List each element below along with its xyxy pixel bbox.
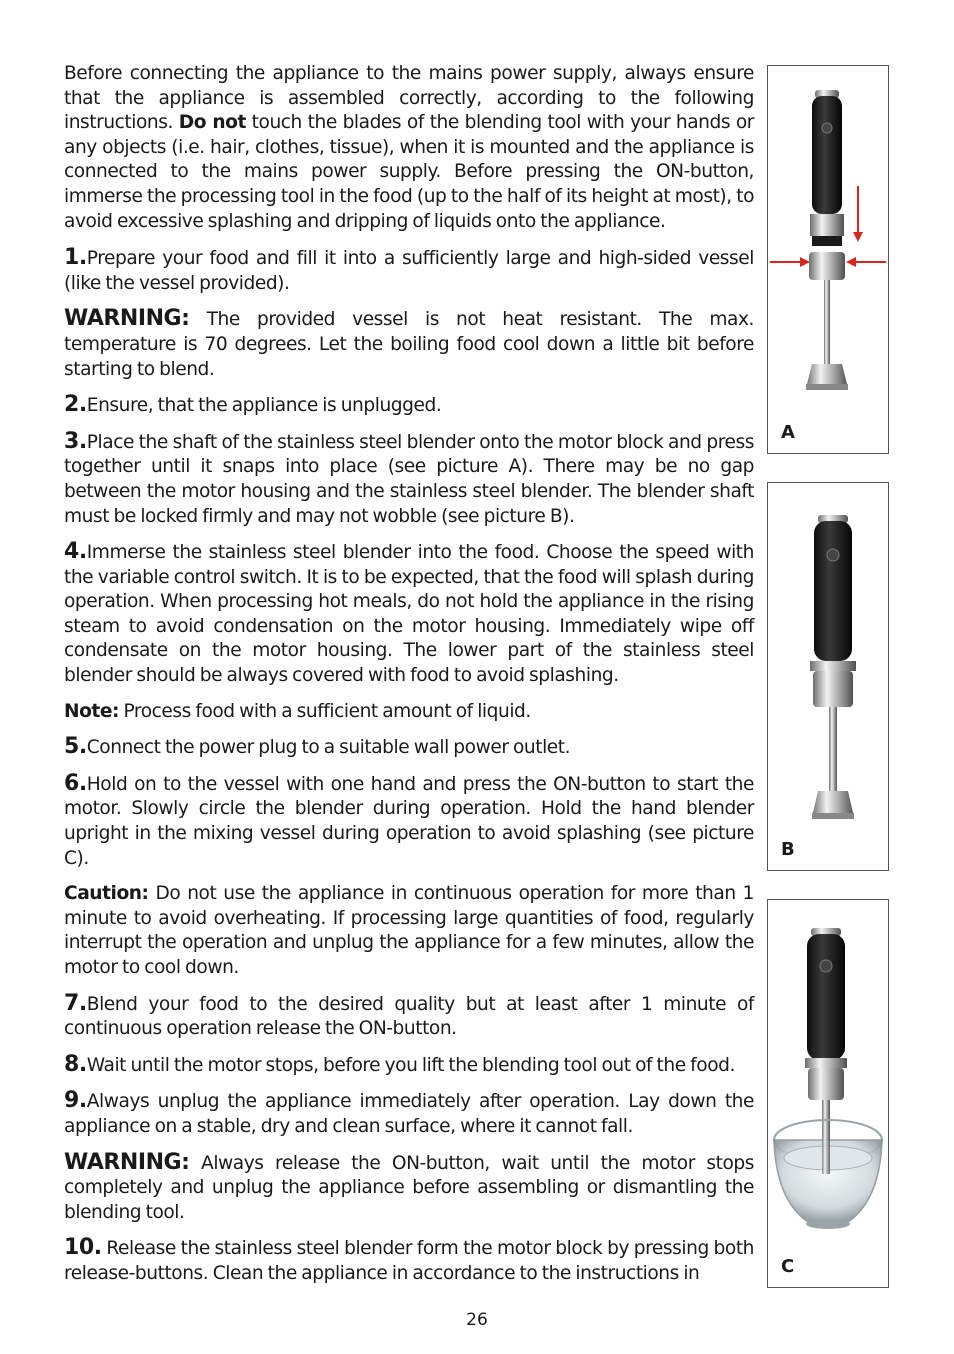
step-3 <box>64 430 754 529</box>
warning-text: The provided vessel is not heat resistant. The max. temperature is 70 degrees. Let the boiling food cool down a little bit before starting to blend. <box>64 309 754 380</box>
step-number: 9. <box>64 1088 87 1114</box>
page-number: 26 <box>466 1310 488 1330</box>
step-6 <box>64 772 754 871</box>
step-text: Place the shaft of the stainless steel blender onto the motor block and press together until it snaps into place (see picture A). There may be no gap between the motor housing and the stainless steel blender. The blender shaft must be locked firmly and may not wobble (see picture B). <box>64 431 754 527</box>
note-text: Process food with a sufficient amount of liquid. <box>123 700 531 722</box>
step-text: Release the stainless steel blender form the motor block by pressing both release-buttons. Clean the appliance in accordance to the instructions in <box>64 1238 754 1284</box>
step-number: 1. <box>64 245 87 271</box>
hand-blender-in-bowl-illustration <box>768 900 890 1289</box>
step-number: 5. <box>64 734 87 760</box>
step-4 <box>64 540 754 689</box>
figure-a <box>767 65 889 454</box>
step-text: Immerse the stainless steel blender into the food. Choose the speed with the variable control switch. It is to be expected, that the food will splash during operation. When processing hot meals, do not hold the appliance in the rising steam to avoid condensation on the motor housing. Immediately wipe off condensate on the motor housing. The lower part of the stainless steel blender should be always covered with food to avoid splashing. <box>64 542 754 687</box>
step-number: 3. <box>64 428 87 454</box>
step-text: Blend your food to the desired quality but at least after 1 minute of continuous operation release the ON-button. <box>64 993 754 1040</box>
figure-b <box>767 482 889 871</box>
step-10 <box>64 1236 754 1286</box>
step-9 <box>64 1089 754 1139</box>
step-2 <box>64 393 754 419</box>
step-number: 6. <box>64 770 87 796</box>
warning-label: WARNING: <box>64 1149 190 1175</box>
step-number: 2. <box>64 392 87 418</box>
hand-blender-assembled-illustration <box>768 483 890 872</box>
warning-text: Always release the ON-button, wait until the motor stops completely and unplug the appliance before assembling or dismantling the blending tool. <box>64 1152 754 1223</box>
caution-label: Caution: <box>64 883 149 905</box>
caution-text: Do not use the appliance in continuous operation for more than 1 minute to avoid overheating. If processing large quantities of food, regularly interrupt the operation and unplug the appliance for a few minutes, allow the motor to cool down. <box>64 883 754 978</box>
warning-2 <box>64 1151 754 1226</box>
step-text: Connect the power plug to a suitable wall power outlet. <box>86 737 571 759</box>
intro-text: Before connecting the appliance to the mains power supply, always ensure that the appliance is assembled correctly, according to the following instructions. <box>64 63 754 134</box>
step-7 <box>64 992 754 1042</box>
step-number: 4. <box>64 539 87 565</box>
step-text: Always unplug the appliance immediately after operation. Lay down the appliance on a stable, dry and clean surface, where it cannot fall. <box>64 1091 754 1137</box>
warning-1 <box>64 307 754 382</box>
step-8 <box>64 1053 754 1079</box>
intro-paragraph <box>64 62 754 234</box>
step-5 <box>64 735 754 761</box>
step-text: Prepare your food and fill it into a sufficiently large and high-sided vessel (like the vessel provided). <box>64 248 754 294</box>
step-1 <box>64 246 754 296</box>
figure-label: A <box>781 422 795 443</box>
hand-blender-disassembled-illustration <box>768 66 890 455</box>
figure-label: B <box>781 839 795 860</box>
intro-rest: touch the blades of the blending tool with your hands or any objects (i.e. hair, clothes, tissue), when it is mounted and the appliance is connected to the mains power supply. Before pressing the ON-button, immerse the processing tool in the food (up to the half of its height at most), to avoid excessive splashing and dripping of liquids onto the appliance. <box>64 112 754 232</box>
intro-bold: Do not <box>178 112 246 134</box>
figure-label: C <box>781 1256 795 1277</box>
step-text: Hold on to the vessel with one hand and press the ON-button to start the motor. Slowly circle the blender during operation. Hold the hand blender upright in the mixing vessel during operation to avoid splashing (see picture C). <box>64 773 754 869</box>
figure-c <box>767 899 889 1288</box>
step-number: 8. <box>64 1051 87 1077</box>
note-label: Note: <box>64 700 120 722</box>
step-number: 10. <box>64 1235 102 1261</box>
instruction-text <box>64 62 754 1298</box>
warning-label: WARNING: <box>64 306 190 332</box>
caution <box>64 882 754 980</box>
step-text: Ensure, that the appliance is unplugged. <box>86 395 442 417</box>
step-text: Wait until the motor stops, before you lift the blending tool out of the food. <box>86 1054 735 1076</box>
note <box>64 700 754 725</box>
step-number: 7. <box>64 990 87 1016</box>
